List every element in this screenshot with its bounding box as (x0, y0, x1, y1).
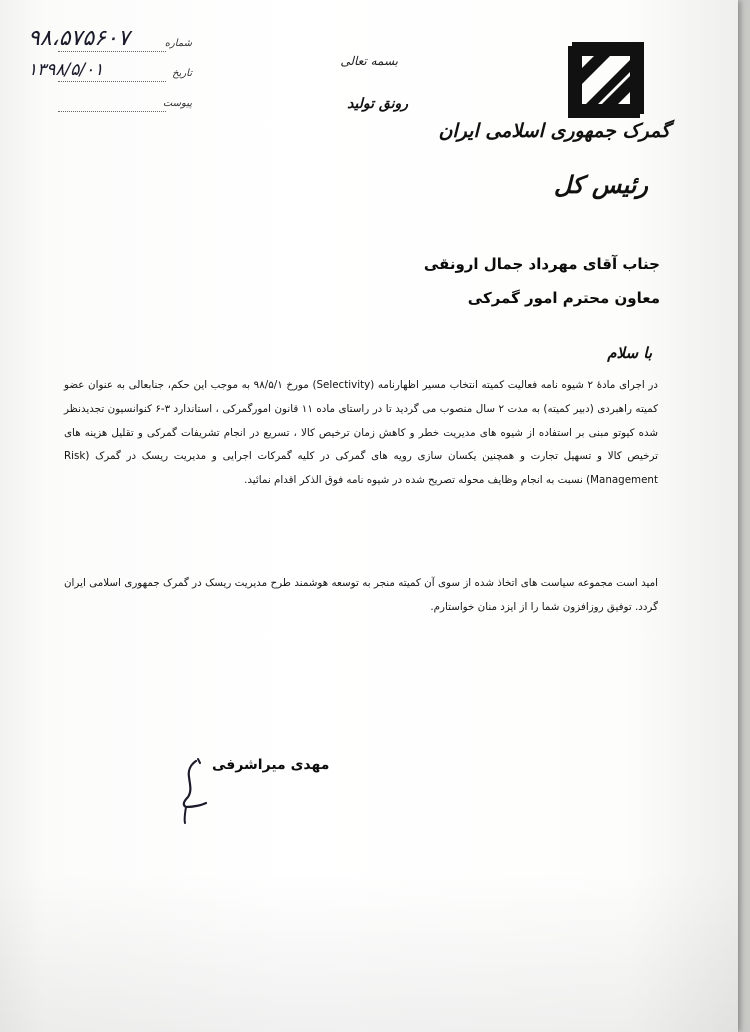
date-label: تاریخ (172, 68, 192, 79)
number-label: شماره (164, 38, 192, 49)
recipient-name: جناب آقای مهرداد جمال ارونقی (423, 255, 660, 273)
page-shadow (0, 872, 738, 1032)
recipient-title: معاون محترم امور گمرکی (467, 289, 660, 307)
date-line (58, 81, 166, 82)
customs-logo-icon (568, 42, 644, 118)
greeting: با سلام (607, 344, 652, 362)
attachment-row (22, 90, 192, 120)
org-name: گمرک جمهوری اسلامی ایران (438, 120, 670, 142)
body-paragraph: در اجرای مادۀ ۲ شیوه نامه فعالیت کمیته انتخاب مسیر اظهارنامه (Selectivity) مورخ ۹۸/۵/۱ به موجب این حکم، جنابعالی به عنوان عضو کمیته راهبردی (دبیر کمیته) به مدت ۲ سال منصوب می گردید تا در راستای ماده ۱۱ قانون امورگمرکی ، استاندارد ۳-۶ کنوانسیون تجدیدنظر شده کیوتو مبنی بر استفاده از شیوه های مدیریت خطر و کاهش زمان ترخیص کالا ، تسریع در انجام تشریفات گمرکی و تقلیل هزینه های ترخیص کالا و تسهیل تجارت و همچنین یکسان سازی رویه های گمرکی در کلیه گمرکات اجرایی و مدیریت ریسک در گمرک (Risk Management) نسبت به انجام وظایف محوله تصریح شده در شیوه نامه فوق الذکر اقدام نمائید. (64, 379, 659, 487)
signer-name: مهدی میراشرفی (212, 757, 330, 773)
signature-icon (172, 755, 222, 825)
slogan: رونق تولید (347, 96, 408, 112)
letter-meta (22, 26, 192, 120)
date-row (22, 60, 192, 90)
number-line (58, 51, 166, 52)
basmala: بسمه تعالی (340, 54, 398, 68)
org-title: رئیس کل (553, 170, 648, 199)
closing-paragraph: امید است مجموعه سیاست های اتخاذ شده از سوی آن کمیته منجر به توسعه هوشمند طرح مدیریت ریسک در گمرک جمهوری اسلامی ایران گردد. توفیق روزافزون شما را از ایزد منان خواستارم. (64, 577, 658, 613)
date-value: ۱۳۹۸/۵/۰۱ (28, 60, 104, 80)
number-row (22, 26, 192, 60)
attachment-line (58, 111, 166, 112)
attachment-label: پیوست (162, 98, 192, 109)
number-value: ۹۸،۵۷۵۶۰۷ (28, 26, 130, 51)
